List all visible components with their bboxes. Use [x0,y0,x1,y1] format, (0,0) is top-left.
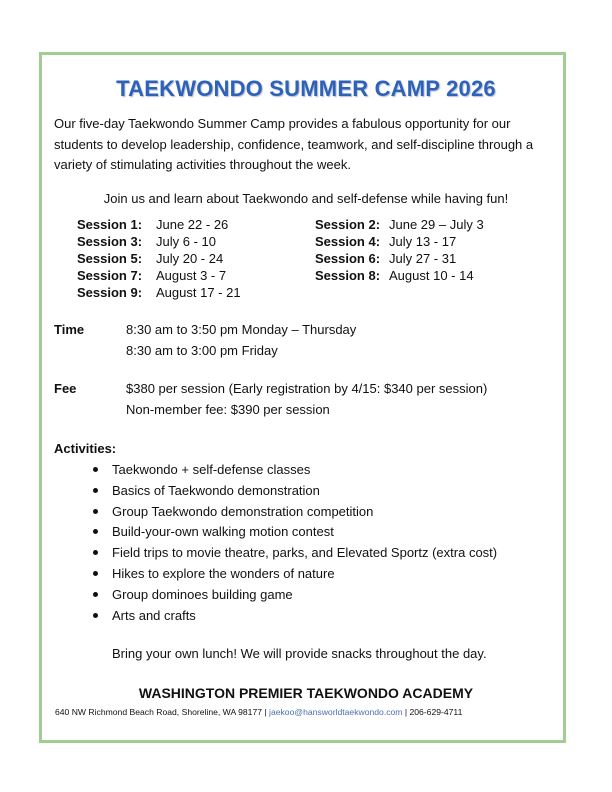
bullet-icon [93,529,98,534]
phone-number: 206-629-4711 [409,707,463,717]
bullet-icon [93,467,98,472]
session-label: Session 7: [77,268,143,283]
list-item [93,544,497,565]
list-item [93,461,497,482]
email-link[interactable]: jaekoo@hansworldtaekwondo.com [269,707,403,717]
bullet-icon [93,613,98,618]
session-1 [77,217,229,232]
session-label: Session 2: [315,217,381,232]
time-label: Time [54,322,85,337]
activity-text: Hikes to explore the wonders of nature [112,565,335,581]
activities-list [93,461,497,627]
session-dates: August 17 - 21 [156,285,241,300]
list-item [93,523,497,544]
activity-text: Field trips to movie theatre, parks, and Elevated Sportz (extra cost) [112,545,498,561]
activity-text: Group Taekwondo demonstration competition [112,503,374,519]
session-dates: July 6 - 10 [156,234,216,249]
bullet-icon [93,509,98,514]
fee-line-nonmember: Non-member fee: $390 per session [126,402,330,417]
time-line-weekdays: 8:30 am to 3:50 pm Monday – Thursday [126,322,357,337]
separator: | [262,707,270,717]
activity-text: Basics of Taekwondo demonstration [112,482,320,498]
activity-text: Build-your-own walking motion contest [112,524,334,540]
address: 640 NW Richmond Beach Road, Shoreline, WA 98177 [55,707,263,717]
session-dates: August 10 - 14 [389,268,474,283]
page-title: TAEKWONDO SUMMER CAMP 2026 [116,76,496,101]
session-8 [315,268,474,283]
session-label: Session 6: [315,251,381,266]
fee-label: Fee [54,381,77,396]
time-line-friday: 8:30 am to 3:00 pm Friday [126,343,278,358]
session-3 [77,234,216,249]
session-dates: July 27 - 31 [389,251,457,266]
session-dates: August 3 - 7 [156,268,227,283]
session-label: Session 1: [77,217,143,232]
session-7 [77,268,227,283]
activity-text: Group dominoes building game [112,586,293,602]
session-9 [77,285,241,300]
bullet-icon [93,550,98,555]
session-dates: July 20 - 24 [156,251,224,266]
separator: | [402,707,410,717]
session-label: Session 9: [77,285,143,300]
lunch-note: Bring your own lunch! We will provide snacks throughout the day. [112,646,487,661]
list-item [93,482,497,503]
session-label: Session 4: [315,234,381,249]
list-item [93,565,497,586]
session-4 [315,234,457,249]
activity-text: Taekwondo + self-defense classes [112,462,311,477]
intro-paragraph: Our five-day Taekwondo Summer Camp provides a fabulous opportunity for our students to develop leadership, confidence, teamwork, and self-discipline through a variety of stimulating activities throughout the week. [54,116,534,172]
join-text: Join us and learn about Taekwondo and self-defense while having fun! [103,191,509,206]
activities-label: Activities: [54,441,117,456]
session-5 [77,251,224,266]
bullet-icon [93,571,98,576]
session-label: Session 5: [77,251,143,266]
list-item [93,607,497,628]
session-6 [315,251,457,266]
session-2 [315,217,484,232]
academy-name: WASHINGTON PREMIER TAEKWONDO ACADEMY [138,685,474,701]
session-dates: June 29 – July 3 [389,217,484,232]
list-item [93,503,497,524]
session-label: Session 8: [315,268,381,283]
session-dates: June 22 - 26 [156,217,229,232]
fee-line-member: $380 per session (Early registration by 4/15: $340 per session) [126,381,488,396]
session-label: Session 3: [77,234,143,249]
bullet-icon [93,592,98,597]
activity-text: Arts and crafts [112,607,196,623]
session-dates: July 13 - 17 [389,234,457,249]
bullet-icon [93,488,98,493]
list-item [93,586,497,607]
contact-footer [55,707,462,717]
